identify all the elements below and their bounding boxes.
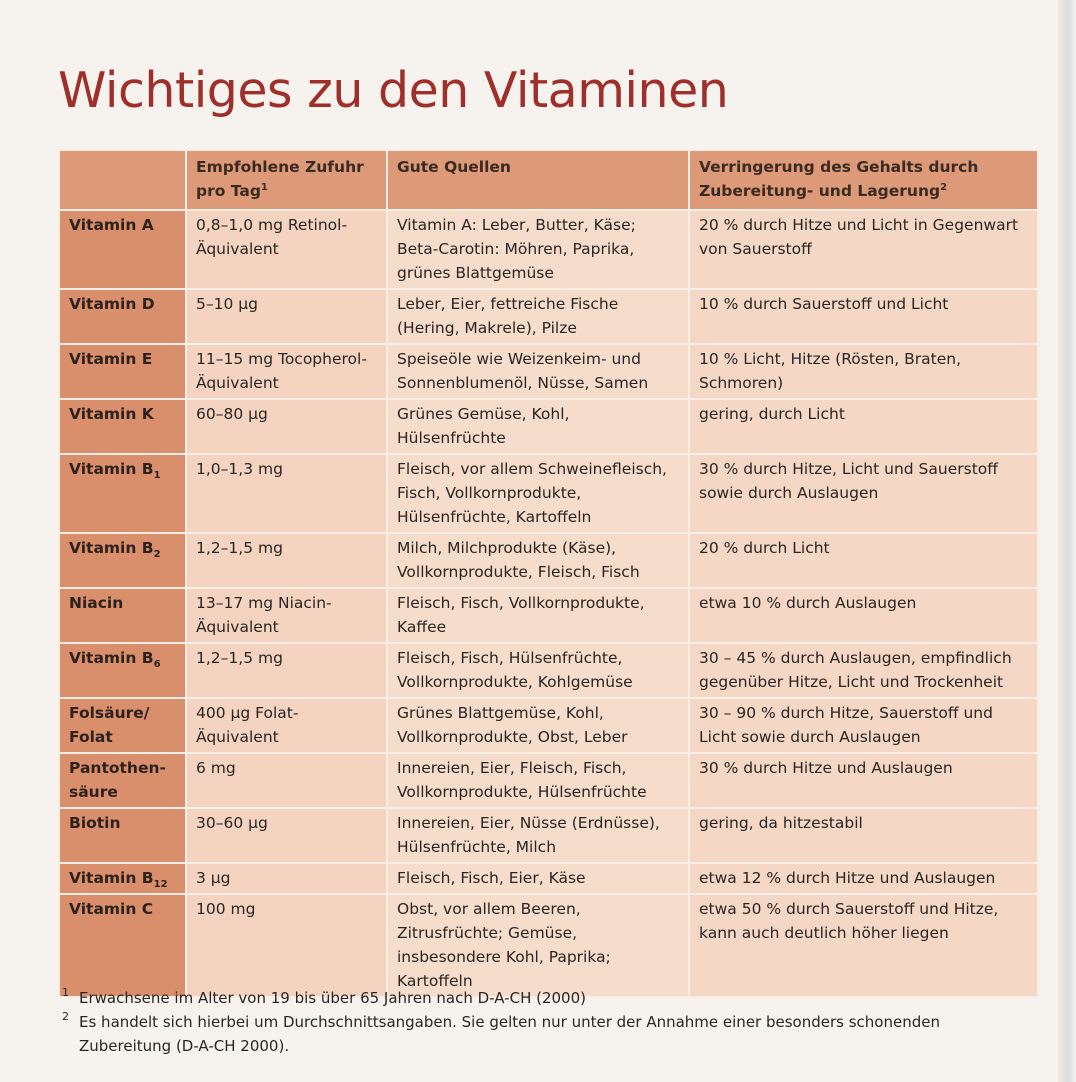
dose-cell: 0,8–1,0 mg Retinol-Äquivalent [186,210,387,289]
table-body [59,210,1038,997]
reduction-cell: 30 % durch Hitze, Licht und Sauerstoff sowie durch Auslaugen [689,454,1038,533]
sources-cell: Vitamin A: Leber, Butter, Käse; Beta-Carotin: Möhren, Paprika, grünes Blattgemüse [387,210,689,289]
table-header-row [59,150,1038,210]
vitamin-name: Vitamin K [69,405,154,423]
vitamin-table [58,149,1039,998]
table-row [59,344,1038,399]
reduction-cell: 10 % Licht, Hitze (Rösten, Braten, Schmoren) [689,344,1038,399]
vitamin-subscript: 1 [153,470,161,482]
footnote-mark: 1 [62,986,69,999]
footnote-text: Erwachsene im Alter von 19 bis über 65 Jahren nach D-A-CH (2000) [79,989,586,1007]
reduction-cell: 30 – 90 % durch Hitze, Sauerstoff und Licht sowie durch Auslaugen [689,698,1038,753]
vitamin-name-cell [59,894,186,997]
dose-cell: 5–10 µg [186,289,387,344]
vitamin-name: Vitamin B [69,460,154,478]
vitamin-name: Niacin [69,594,124,612]
table-row [59,698,1038,753]
sources-cell: Obst, vor allem Beeren, Zitrusfrüchte; Gemüse, insbesondere Kohl, Paprika; Kartoffeln [387,894,689,997]
footnote-mark: 2 [62,1010,69,1023]
sources-cell: Fleisch, Fisch, Vollkornprodukte, Kaffee [387,588,689,643]
sources-cell: Innereien, Eier, Nüsse (Erdnüsse), Hülsenfrüchte, Milch [387,808,689,863]
table-row [59,289,1038,344]
header-reduction: Verringerung des Gehalts durch Zubereitung- und Lagerung$^2$ [689,150,1038,210]
dose-cell: 60–80 µg [186,399,387,454]
dose-cell: 6 mg [186,753,387,808]
dose-cell: 3 µg [186,863,387,894]
table-row [59,454,1038,533]
sources-cell: Grünes Blattgemüse, Kohl, Vollkornprodukte, Obst, Leber [387,698,689,753]
vitamin-name-cell [59,698,186,753]
vitamin-name-cell [59,643,186,698]
footnote-text: Es handelt sich hierbei um Durchschnittsangaben. Sie gelten nur unter der Annahme einer besonders schonenden Zubereitung (D-A-CH 2000). [79,1013,940,1055]
table-row [59,210,1038,289]
header-empty [59,150,186,210]
sources-cell: Innereien, Eier, Fleisch, Fisch, Vollkornprodukte, Hülsenfrüchte [387,753,689,808]
header-good-sources: Gute Quellen [387,150,689,210]
reduction-cell: etwa 12 % durch Hitze und Auslaugen [689,863,1038,894]
sources-cell: Milch, Milchprodukte (Käse), Vollkornprodukte, Fleisch, Fisch [387,533,689,588]
reduction-cell: 30 – 45 % durch Auslaugen, empfindlich gegenüber Hitze, Licht und Trockenheit [689,643,1038,698]
vitamin-name: Folsäure/ Folat [69,704,150,746]
vitamin-name-cell [59,344,186,399]
reduction-cell: etwa 10 % durch Auslaugen [689,588,1038,643]
sources-cell: Grünes Gemüse, Kohl, Hülsenfrüchte [387,399,689,454]
footnote-1 [62,986,1022,1010]
table-row [59,643,1038,698]
table-row [59,808,1038,863]
reduction-cell: etwa 50 % durch Sauerstoff und Hitze, kann auch deutlich höher liegen [689,894,1038,997]
vitamin-name-cell [59,753,186,808]
vitamin-name: Vitamin B [69,649,154,667]
header-recommended-intake: Empfohlene Zufuhr pro Tag$^1$ [186,150,387,210]
reduction-cell: 30 % durch Hitze und Auslaugen [689,753,1038,808]
vitamin-name: Vitamin E [69,350,153,368]
vitamin-subscript: 2 [153,549,161,561]
vitamin-name-cell [59,454,186,533]
table-row [59,399,1038,454]
dose-cell: 30–60 µg [186,808,387,863]
table-row [59,863,1038,894]
vitamin-name-cell [59,289,186,344]
reduction-cell: gering, durch Licht [689,399,1038,454]
reduction-cell: 20 % durch Licht [689,533,1038,588]
vitamin-name: Vitamin B [69,869,154,887]
sources-cell: Fleisch, Fisch, Eier, Käse [387,863,689,894]
page-title: Wichtiges zu den Vitaminen [58,62,729,119]
footnote-2 [62,1010,1022,1058]
vitamin-name-cell [59,399,186,454]
vitamin-name: Vitamin B [69,539,154,557]
dose-cell: 13–17 mg Niacin-Äquivalent [186,588,387,643]
vitamin-subscript: 6 [153,659,161,671]
table-row [59,894,1038,997]
page-edge [1058,0,1076,1082]
footnote-ref-2: 2 [940,181,948,193]
dose-cell: 1,2–1,5 mg [186,643,387,698]
dose-cell: 1,2–1,5 mg [186,533,387,588]
dose-cell: 11–15 mg Tocopherol-Äquivalent [186,344,387,399]
vitamin-name: Vitamin D [69,295,155,313]
reduction-cell: 20 % durch Hitze und Licht in Gegenwart von Sauerstoff [689,210,1038,289]
reduction-cell: gering, da hitzestabil [689,808,1038,863]
vitamin-name-cell [59,808,186,863]
table-row [59,533,1038,588]
vitamin-name: Vitamin A [69,216,154,234]
vitamin-name: Pantothen-säure [69,759,166,801]
vitamin-name-cell [59,863,186,894]
dose-cell: 100 mg [186,894,387,997]
dose-cell: 400 µg Folat-Äquivalent [186,698,387,753]
sources-cell: Speiseöle wie Weizenkeim- und Sonnenblumenöl, Nüsse, Samen [387,344,689,399]
sources-cell: Fleisch, vor allem Schweinefleisch, Fisch, Vollkornprodukte, Hülsenfrüchte, Kartoffeln [387,454,689,533]
reduction-cell: 10 % durch Sauerstoff und Licht [689,289,1038,344]
footnotes [62,986,1022,1058]
vitamin-name-cell [59,533,186,588]
dose-cell: 1,0–1,3 mg [186,454,387,533]
footnote-ref-1: 1 [260,181,268,193]
vitamin-name: Vitamin C [69,900,154,918]
table-row [59,753,1038,808]
table-row [59,588,1038,643]
sources-cell: Leber, Eier, fettreiche Fische (Hering, Makrele), Pilze [387,289,689,344]
vitamin-subscript: 12 [153,879,168,891]
vitamin-name-cell [59,588,186,643]
vitamin-name-cell [59,210,186,289]
sources-cell: Fleisch, Fisch, Hülsenfrüchte, Vollkornprodukte, Kohlgemüse [387,643,689,698]
vitamin-name: Biotin [69,814,121,832]
